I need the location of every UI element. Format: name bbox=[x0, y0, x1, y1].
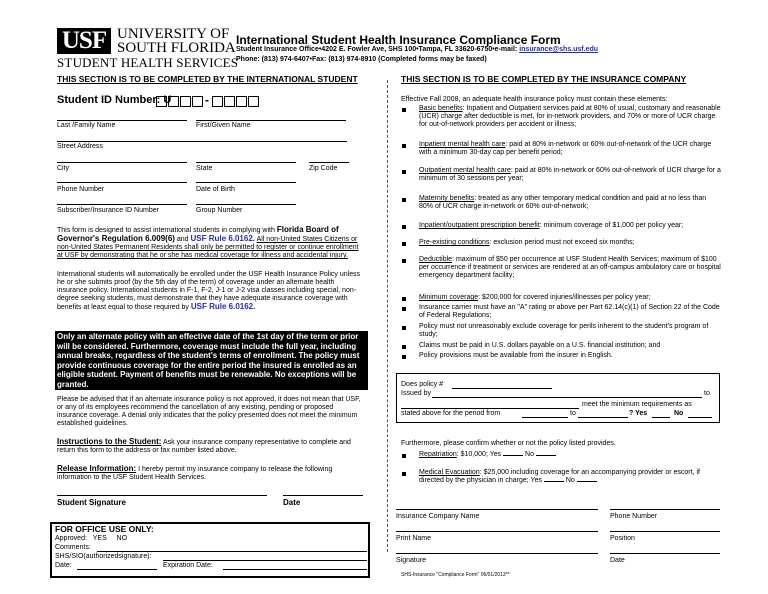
requirement-item bbox=[419, 222, 721, 230]
student-id-label-text: Student ID Number: bbox=[57, 94, 161, 106]
bullet-icon bbox=[402, 307, 406, 311]
period-from-label: stated above for the period from bbox=[401, 410, 501, 417]
student-id-digit-5[interactable] bbox=[212, 96, 223, 107]
office-use-box bbox=[50, 522, 370, 578]
bullet-icon bbox=[402, 242, 406, 246]
logo-florida-text: SOUTH FLORIDA bbox=[117, 40, 236, 56]
policy-yes-option[interactable]: ? Yes bbox=[629, 410, 648, 417]
print-name-label: Print Name bbox=[396, 535, 432, 542]
requirement-label: Outpatient mental health care bbox=[419, 167, 511, 174]
dates-row bbox=[55, 561, 365, 570]
bullet-icon bbox=[402, 454, 406, 458]
requirement-text: : exclusion period must not exceed six months; bbox=[489, 239, 635, 246]
bullet-icon bbox=[402, 259, 406, 263]
street-address-label: Street Address bbox=[57, 143, 103, 150]
requirement-label: Inpatient mental health care bbox=[419, 141, 506, 148]
release-block bbox=[57, 465, 365, 482]
email-link[interactable]: insurance@shs.usf.edu bbox=[519, 46, 598, 53]
bullet-icon bbox=[402, 355, 406, 359]
requirement-item: Policy provisions must be available from the insurer in English. bbox=[419, 352, 613, 359]
requirement-text: : minimum coverage of $1,000 per policy year; bbox=[539, 222, 684, 229]
zip-field[interactable] bbox=[309, 162, 349, 163]
requirement-label: Inpatient/outpatient prescription benefit bbox=[419, 222, 540, 229]
student-id-label bbox=[57, 94, 171, 106]
print-name-field[interactable] bbox=[396, 531, 598, 532]
usf-logo: USF bbox=[57, 28, 111, 54]
form-title: International Student Health Insurance Compliance Form bbox=[236, 33, 561, 47]
form-footer: SHS-Insurance "Compliance Form" 06/01/2013** bbox=[401, 572, 510, 578]
student-id-dash: - bbox=[205, 93, 209, 107]
requirements-intro: Effective Fall 2008, an adequate health insurance policy must contain these elements: bbox=[401, 96, 668, 103]
evacuation-yes-field[interactable] bbox=[544, 481, 564, 482]
approved-row bbox=[55, 534, 365, 543]
bullet-icon bbox=[402, 170, 406, 174]
expiration-date-label: Expiration Date: bbox=[163, 562, 213, 569]
company-date-field[interactable] bbox=[610, 553, 720, 554]
evacuation-no-label: No bbox=[565, 477, 575, 484]
alternate-policy-notice: Only an alternate policy with an effective date of the 1st day of the term or prior will be considered. Furthermore, coverage must include the full year, including annual breaks, regardless of the student's terms of enrollment. The policy must provide continuous coverage for the entire period the insured is enrolled as an eligible student. Payment of benefits must be renewable. No exceptions will be granted. bbox=[55, 331, 368, 390]
bullet-icon bbox=[402, 472, 406, 476]
requirement-text: : paid at 80% in-network or 60% out-of-network of the UCR charge with a minimum 30-day cap per benefit period; bbox=[419, 141, 712, 156]
requirement-item: Claims must be paid in U.S. dollars payable on a U.S. financial institution; and bbox=[419, 342, 661, 349]
student-signature-field[interactable] bbox=[57, 495, 267, 496]
dob-field[interactable] bbox=[196, 182, 296, 183]
evacuation-item bbox=[419, 469, 721, 485]
requirement-text: : treated as any other temporary medical condition and paid at no less than 80% of UCR charge in-network or 60% out-of-network; bbox=[419, 195, 707, 210]
company-phone-label: Phone Number bbox=[610, 513, 658, 520]
requirement-item: Insurance carrier must have an "A" rating or above per Part 62.14(c)(1) of Section 22 of the Code of Federal Regulations; bbox=[419, 304, 720, 319]
issued-by-label: Issued by bbox=[401, 390, 431, 397]
office-address bbox=[236, 46, 598, 53]
period-to-field[interactable] bbox=[578, 417, 628, 418]
city-label: City bbox=[57, 165, 70, 172]
zip-label: Zip Code bbox=[309, 165, 338, 172]
first-name-field[interactable] bbox=[196, 120, 346, 121]
meet-requirements-text: meet the minimum requirements as bbox=[582, 401, 692, 408]
position-label: Position bbox=[610, 535, 635, 542]
student-id-digit-7[interactable] bbox=[236, 96, 247, 107]
policy-yes-field[interactable] bbox=[652, 417, 670, 418]
office-use-title: FOR OFFICE USE ONLY: bbox=[55, 524, 154, 534]
policy-no-field[interactable] bbox=[688, 417, 712, 418]
para1-and: and bbox=[176, 236, 189, 243]
state-label: State bbox=[196, 165, 213, 172]
approved-yes[interactable]: YES bbox=[92, 535, 107, 542]
release-label: Release Information: bbox=[57, 464, 137, 473]
column-divider bbox=[387, 80, 388, 552]
position-field[interactable] bbox=[610, 531, 720, 532]
company-name-field[interactable] bbox=[396, 509, 598, 510]
dob-label: Date of Birth bbox=[196, 186, 235, 193]
bullet-icon bbox=[402, 297, 406, 301]
subscriber-id-label: Subscriber/Insurance ID Number bbox=[57, 207, 159, 214]
approved-no[interactable]: NO bbox=[116, 535, 128, 542]
state-field[interactable] bbox=[196, 162, 296, 163]
release-text: I hereby permit my insurance company to release the following information to the USF Student Health Services. bbox=[57, 466, 333, 481]
requirement-text: : $200,000 for covered injuries/illnesses per policy year; bbox=[478, 294, 651, 301]
repatriation-text: : $10,000; Yes bbox=[456, 451, 502, 458]
enrollment-paragraph bbox=[57, 271, 365, 312]
bullet-icon bbox=[402, 225, 406, 229]
requirement-label: Pre-existing conditions bbox=[419, 239, 490, 246]
para2-text: International students will automatically be enrolled under the USF Health Insurance Policy unless he or she submits proof (by the 5th day of the term) of coverage under an alternate health insurance policy. International students in F-1, F-2, J-1 or J-2 visa classes including special, non-degree seeking students, must demonstrate that they have adequate insurance coverage with benefits at least equal to those required by bbox=[57, 271, 361, 311]
office-date-field[interactable] bbox=[77, 569, 157, 570]
logo-shs-text: STUDENT HEALTH SERVICES bbox=[57, 55, 239, 70]
repatriation-no-field[interactable] bbox=[536, 455, 556, 456]
bullet-icon bbox=[402, 326, 406, 330]
bullet-icon bbox=[402, 198, 406, 202]
period-from-field[interactable] bbox=[522, 417, 568, 418]
student-id-digit-2[interactable] bbox=[168, 96, 179, 107]
advisory-paragraph: Please be advised that if an alternate insurance policy is not approved, it does not mean that USF, or any of its employees recommend the cancellation of any existing, pending or proposed insurance coverage. A denial only indicates that the policy presented does not meet the minimum established guidelines. bbox=[57, 396, 361, 427]
last-name-label: Last /Family Name bbox=[57, 122, 116, 129]
company-signature-field[interactable] bbox=[396, 553, 598, 554]
para1-text: This form is designed to assist international students in complying with bbox=[57, 227, 275, 234]
further-confirm-text: Furthermore, please confirm whether or not the policy listed provides. bbox=[401, 440, 616, 447]
student-date-label: Date bbox=[283, 498, 301, 507]
signature-row bbox=[55, 552, 365, 561]
repatriation-no-label: No bbox=[525, 451, 534, 458]
requirement-item bbox=[419, 239, 721, 247]
compliance-paragraph bbox=[57, 226, 365, 260]
approved-label: Approved: bbox=[55, 535, 87, 542]
student-date-field[interactable] bbox=[283, 495, 363, 496]
company-signature-label: Signature bbox=[396, 557, 426, 564]
logo-university-text: UNIVERSITY OF bbox=[117, 26, 230, 42]
company-phone-field[interactable] bbox=[610, 509, 720, 510]
instructions-block bbox=[57, 438, 365, 455]
period-to-label: to bbox=[570, 410, 576, 417]
shs-sio-label: SHS/SIO(authorizedsignature): bbox=[55, 553, 152, 560]
student-id-digit-8[interactable] bbox=[248, 96, 259, 107]
policy-number-label: Does policy # bbox=[401, 381, 444, 388]
first-name-label: First/Given Name bbox=[196, 122, 251, 129]
group-number-label: Group Number bbox=[196, 207, 243, 214]
issued-by-field[interactable] bbox=[432, 397, 702, 398]
para1-requirement: All non-United States Citizens or non-United States Permanent Residents shall only be permitted to register or continue enrollment at USF by demonstrating that he or she has medical coverage for illness and accidental injury. bbox=[57, 236, 359, 259]
policy-number-field[interactable] bbox=[452, 388, 552, 389]
evacuation-no-field[interactable] bbox=[577, 481, 597, 482]
usf-rule-ref-2: USF Rule 6.0162. bbox=[190, 302, 256, 311]
subscriber-id-field[interactable] bbox=[57, 204, 187, 205]
requirement-item bbox=[419, 105, 721, 129]
expiration-date-field[interactable] bbox=[223, 569, 367, 570]
usf-rule-ref: USF Rule 6.0162. bbox=[190, 234, 256, 243]
bullet-icon bbox=[402, 144, 406, 148]
student-id-digit-4[interactable] bbox=[192, 96, 203, 107]
policy-no-option[interactable]: No bbox=[674, 410, 684, 417]
company-name-label: Insurance Company Name bbox=[396, 513, 480, 520]
bullet-icon bbox=[402, 345, 406, 349]
student-signature-label: Student Signature bbox=[57, 498, 126, 507]
instructions-label: Instructions to the Student: bbox=[57, 437, 162, 446]
street-address-field[interactable] bbox=[57, 141, 347, 142]
comments-label: Comments: bbox=[55, 544, 91, 551]
group-number-field[interactable] bbox=[196, 204, 296, 205]
requirement-label: Minimum coverage bbox=[419, 294, 479, 301]
comments-row bbox=[55, 543, 365, 552]
requirement-item bbox=[419, 256, 721, 280]
phone-label: Phone Number bbox=[57, 186, 105, 193]
issued-to-field[interactable] bbox=[401, 408, 579, 409]
office-date-label: Date: bbox=[55, 562, 72, 569]
requirement-text: : Inpatient and Outpatient services paid at 80% of usual, customary and reasonable (UCR) charge after deductible is met, for in-network providers, and 70% or more of UCR charge for out-of-network providers per accident or illness; bbox=[419, 105, 721, 128]
requirement-text: : paid at 80% in-network or 60% out-of-network of UCR charge for a minimum of 30 sessions per year; bbox=[419, 167, 721, 182]
requirement-item: Policy must not unreasonably exclude coverage for perils inherent to the student's program of study; bbox=[419, 323, 709, 338]
evacuation-label: Medical Evacuation bbox=[419, 469, 480, 476]
student-id-digit-3[interactable] bbox=[180, 96, 191, 107]
florida-regulation-ref: Florida Board of Governor's Regulation 6.009(6) bbox=[57, 225, 339, 243]
requirement-text: : maximum of $50 per occurrence at USF Student Health Services; maximum of $100 per occurrence if treatment or services are rendered at an off-campus ambulatory care or hospital emergency department facility; bbox=[419, 256, 721, 279]
student-id-digit-6[interactable] bbox=[224, 96, 235, 107]
repatriation-label: Repatriation bbox=[419, 451, 457, 458]
student-section-heading: THIS SECTION IS TO BE COMPLETED BY THE INTERNATIONAL STUDENT bbox=[57, 74, 358, 84]
office-phone: Phone: (813) 974-6407•Fax: (813) 974-8910 (Completed forms may be faxed) bbox=[236, 56, 487, 63]
company-date-label: Date bbox=[610, 557, 625, 564]
requirement-label: Basic benefits bbox=[419, 105, 463, 112]
requirement-item bbox=[419, 167, 721, 183]
phone-field[interactable] bbox=[57, 182, 187, 183]
student-id-digit-1[interactable] bbox=[156, 96, 167, 107]
requirement-label: Deductible bbox=[419, 256, 453, 263]
requirement-item bbox=[419, 195, 721, 211]
requirement-item bbox=[419, 294, 721, 302]
bullet-icon bbox=[402, 108, 406, 112]
evacuation-text: : $25,000 including coverage for an accompanying provider or escort, if directed by the physician in charge; Yes bbox=[419, 469, 700, 484]
instructions-text: Ask your insurance company representative to complete and return this form to the address or fax number listed above. bbox=[57, 439, 351, 454]
repatriation-item bbox=[419, 451, 556, 459]
student-id-prefix: U bbox=[163, 94, 172, 106]
address-text: Student Insurance Office•4202 E. Fowler Ave, SHS 100•Tampa, FL 33620-6750•e-mail: bbox=[236, 46, 518, 53]
city-field[interactable] bbox=[57, 162, 187, 163]
insurance-section-heading: THIS SECTION IS TO BE COMPLETED BY THE INSURANCE COMPANY bbox=[401, 74, 687, 84]
requirement-label: Maternity benefits bbox=[419, 195, 475, 202]
repatriation-yes-field[interactable] bbox=[503, 455, 523, 456]
issued-to-label: to bbox=[704, 390, 710, 397]
last-name-field[interactable] bbox=[57, 120, 187, 121]
requirement-item bbox=[419, 141, 721, 157]
